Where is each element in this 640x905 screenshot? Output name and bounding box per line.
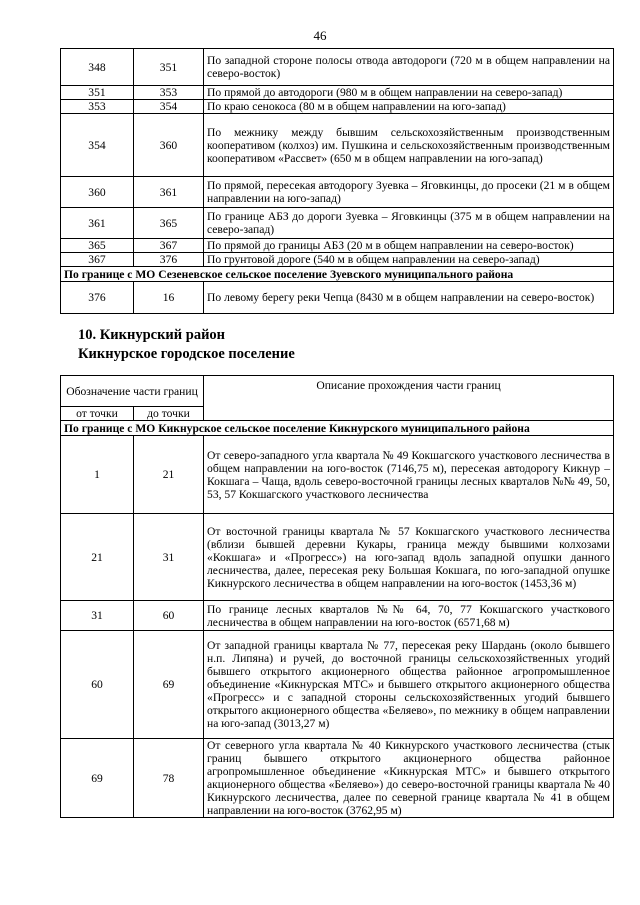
to-point-cell: 16 xyxy=(134,282,204,314)
from-point-cell: 353 xyxy=(61,100,134,114)
description-cell: По межнику между бывшим сельскохозяйственным производственным кооперативом (колхоз) им. Пушкина и сельскохозяйственным производственным кооперативом «Рассвет» (650 м в общем направлении на юго-запад) xyxy=(204,114,614,177)
description-cell: От восточной границы квартала № 57 Кокшагского участкового лесничества (вблизи бывшей деревни Кукары, граница между бывшими колхозами «Кокшага» и «Прогресс») на юго-запад вдоль западной опушки данного лесничества, далее, пересекая реку Большая Кокшага, по юго-западной опушке Кикнурского лесничества в общем направлении на юго-восток (1453,36 м) xyxy=(204,514,614,601)
to-point-cell: 353 xyxy=(134,86,204,100)
to-point-cell: 367 xyxy=(134,239,204,253)
from-point-cell: 367 xyxy=(61,253,134,267)
description-cell: По прямой до границы АБЗ (20 м в общем направлении на северо-восток) xyxy=(204,239,614,253)
from-point-cell: 1 xyxy=(61,436,134,514)
table-row xyxy=(61,100,614,114)
description-header: Описание прохождения части границ xyxy=(204,376,614,421)
boundary-table-top xyxy=(60,48,614,314)
description-cell: От северного угла квартала № 40 Кикнурского участкового лесничества (стык границ бывшего открытого акционерного общества районное агропромышленное объединение «Кикнурская МТС» и бывшего открытого акционерного общества «Беляево») до северо-восточной границы квартала № 40 Кикнурского лесничества, далее по северной границе квартала № 41 в общем направлении на юго-восток (3762,95 м) xyxy=(204,739,614,818)
table-row xyxy=(61,436,614,514)
description-cell: По границе лесных кварталов №№ 64, 70, 77 Кокшагского участкового лесничества в общем направлении на юго-восток (6571,68 м) xyxy=(204,601,614,631)
to-point-cell: 361 xyxy=(134,177,204,208)
table-row xyxy=(61,514,614,601)
table-row xyxy=(61,239,614,253)
to-point-cell: 60 xyxy=(134,601,204,631)
table-row xyxy=(61,282,614,314)
to-point-cell: 78 xyxy=(134,739,204,818)
from-point-cell: 361 xyxy=(61,208,134,239)
group-heading-cell: По границе с МО Сезеневское сельское поселение Зуевского муниципального района xyxy=(61,267,614,282)
to-point-header: до точки xyxy=(134,407,204,421)
from-point-cell: 31 xyxy=(61,601,134,631)
table-row xyxy=(61,253,614,267)
boundary-table-bottom xyxy=(60,375,614,818)
table-row xyxy=(61,86,614,100)
table-header-row xyxy=(61,376,614,407)
table-row xyxy=(61,739,614,818)
group-row xyxy=(61,421,614,436)
description-cell: По западной стороне полосы отвода автодороги (720 м в общем направлении на северо-восток) xyxy=(204,49,614,86)
section-title: 10. Кикнурский район xyxy=(78,327,226,343)
description-cell: По левому берегу реки Чепца (8430 м в общем направлении на северо-восток) xyxy=(204,282,614,314)
from-point-cell: 365 xyxy=(61,239,134,253)
to-point-cell: 31 xyxy=(134,514,204,601)
to-point-cell: 21 xyxy=(134,436,204,514)
to-point-cell: 360 xyxy=(134,114,204,177)
to-point-cell: 351 xyxy=(134,49,204,86)
table-row xyxy=(61,208,614,239)
table-row xyxy=(61,114,614,177)
from-point-header: от точки xyxy=(61,407,134,421)
description-cell: По грунтовой дороге (540 м в общем направлении на северо-запад) xyxy=(204,253,614,267)
from-point-cell: 360 xyxy=(61,177,134,208)
table-row xyxy=(61,49,614,86)
description-cell: По краю сенокоса (80 м в общем направлении на юго-запад) xyxy=(204,100,614,114)
table-row xyxy=(61,601,614,631)
table-row xyxy=(61,631,614,739)
from-point-cell: 376 xyxy=(61,282,134,314)
from-point-cell: 60 xyxy=(61,631,134,739)
group-heading-cell: По границе с МО Кикнурское сельское поселение Кикнурского муниципального района xyxy=(61,421,614,436)
from-point-cell: 354 xyxy=(61,114,134,177)
description-cell: По прямой до автодороги (980 м в общем направлении на северо-запад) xyxy=(204,86,614,100)
from-point-cell: 348 xyxy=(61,49,134,86)
group-row xyxy=(61,267,614,282)
from-point-cell: 21 xyxy=(61,514,134,601)
to-point-cell: 365 xyxy=(134,208,204,239)
to-point-cell: 376 xyxy=(134,253,204,267)
page-number: 46 xyxy=(313,28,327,43)
designation-header: Обозначение части границ xyxy=(61,376,204,407)
description-cell: По прямой, пересекая автодорогу Зуевка – Яговкинцы, до просеки (21 м в общем направлении на юго-запад) xyxy=(204,177,614,208)
from-point-cell: 351 xyxy=(61,86,134,100)
description-cell: От северо-западного угла квартала № 49 Кокшагского участкового лесничества в общем направлении на юго-восток (7146,75 м), пересекая автодорогу Кикнур – Кокшага – Чаща, вдоль северо-восточной границы лесных кварталов №№ 49, 50, 53, 57 Кокшагского участкового лесничества xyxy=(204,436,614,514)
table-row xyxy=(61,177,614,208)
description-cell: По границе АБЗ до дороги Зуевка – Яговкинцы (375 м в общем направлении на северо-запад) xyxy=(204,208,614,239)
to-point-cell: 354 xyxy=(134,100,204,114)
settlement-title: Кикнурское городское поселение xyxy=(78,346,295,362)
to-point-cell: 69 xyxy=(134,631,204,739)
from-point-cell: 69 xyxy=(61,739,134,818)
description-cell: От западной границы квартала № 77, пересекая реку Шардань (около бывшего н.п. Липяна) и ручей, до восточной границы сельскохозяйственных угодий бывшего открытого акционерного общества районное агропромышленное объединение «Кикнурская МТС» и бывшего открытого акционерного общества «Прогресс» и с западной стороны сельскохозяйственных угодий бывшего открытого акционерного общества «Беляево», по межнику в общем направлении на юго-запад (3013,27 м) xyxy=(204,631,614,739)
